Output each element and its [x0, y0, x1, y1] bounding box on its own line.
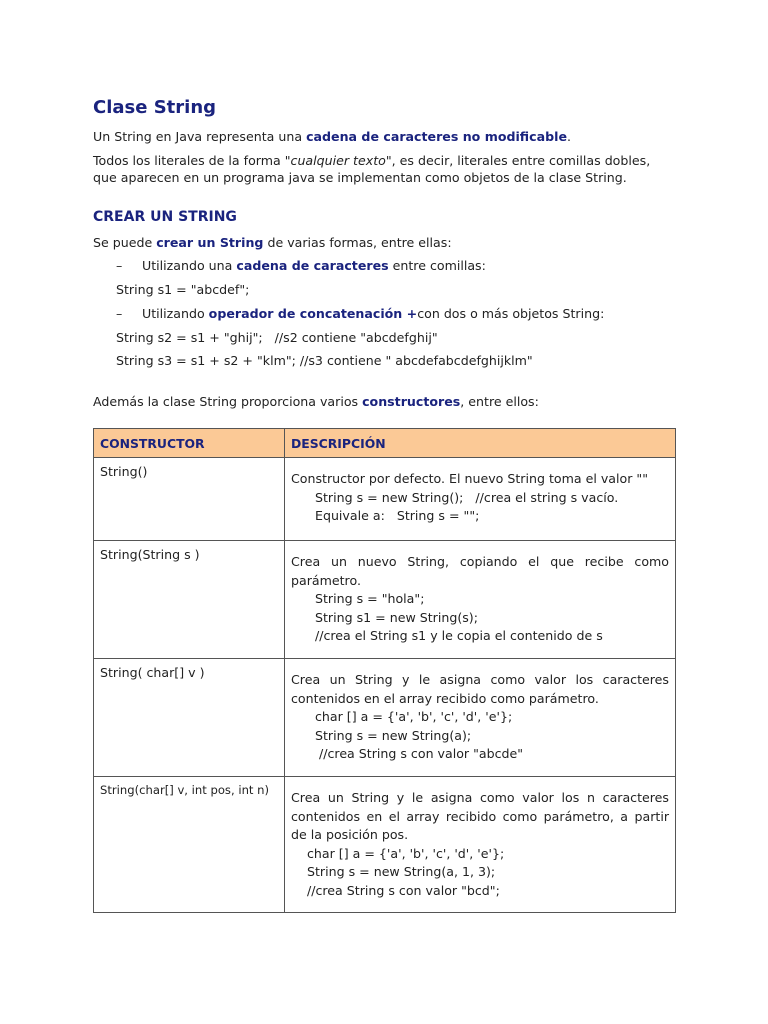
dash: – [116, 306, 123, 321]
description-cell [285, 659, 676, 777]
constructor-cell: String( char[] v ) [94, 659, 285, 777]
description-text: Crea un String y le asigna como valor los n caracteres contenidos en el array recibido como parámetro, a partir de la posición pos. [291, 790, 669, 842]
code-line: //crea String s con valor "abcde" [315, 746, 524, 761]
text: , entre ellos: [460, 394, 539, 409]
code-line-1: String s1 = "abcdef"; [116, 282, 250, 297]
bullet-1 [116, 257, 486, 274]
table-row [94, 541, 676, 659]
code-line: String s = new String(a, 1, 3); [307, 864, 496, 879]
constructor-cell: String(String s ) [94, 541, 285, 659]
section-heading: CREAR UN STRING [93, 209, 237, 225]
emphasis: constructores [362, 394, 461, 409]
header-description: DESCRIPCIÓN [285, 429, 676, 458]
emphasis: cadena de caracteres no modificable [306, 129, 567, 144]
code-line: Equivale a: String s = ""; [315, 508, 480, 523]
code-line: String s = "hola"; [315, 591, 425, 606]
text: Utilizando una [142, 258, 237, 273]
constructors-table [93, 428, 676, 913]
page-title: Clase String [93, 97, 217, 118]
bullet-2 [116, 305, 604, 322]
table-row [94, 777, 676, 913]
table-row [94, 458, 676, 541]
code-line: char [] a = {'a', 'b', 'c', 'd', 'e'}; [315, 709, 513, 724]
text: Todos los literales de la forma " [93, 153, 291, 168]
description-cell [285, 541, 676, 659]
dash: – [116, 258, 123, 273]
italic-text: cualquier texto [290, 153, 386, 168]
description-text: Crea un String y le asigna como valor los caracteres contenidos en el array recibido como parámetro. [291, 672, 669, 706]
intro-paragraph-1 [93, 128, 571, 145]
text: Utilizando [142, 306, 209, 321]
emphasis: cadena de caracteres [236, 258, 389, 273]
header-constructor: CONSTRUCTOR [94, 429, 285, 458]
code-line: char [] a = {'a', 'b', 'c', 'd', 'e'}; [307, 845, 505, 861]
code-line-3: String s3 = s1 + s2 + "klm"; //s3 contiene " abcdefabcdefghijklm" [116, 353, 533, 368]
constructor-cell: String() [94, 458, 285, 541]
text: Además la clase String proporciona varios [93, 394, 363, 409]
text: Un String en Java representa una [93, 129, 307, 144]
description-cell [285, 458, 676, 541]
code-line: String s1 = new String(s); [315, 609, 478, 625]
constructor-cell: String(char[] v, int pos, int n) [94, 777, 285, 913]
description-text: Constructor por defecto. El nuevo String toma el valor "" [291, 471, 648, 486]
description-text: Crea un nuevo String, copiando el que recibe como parámetro. [291, 554, 669, 588]
emphasis: operador de concatenación + [208, 306, 418, 321]
code-line: String s = new String(); //crea el string s vacío. [315, 489, 619, 505]
code-line: String s = new String(a); [315, 727, 472, 743]
intro-paragraph-3: que aparecen en un programa java se implementan como objetos de la clase String. [93, 170, 627, 185]
text: con dos o más objetos String: [417, 306, 605, 321]
text: . [566, 129, 571, 144]
code-line: //crea String s con valor "bcd"; [307, 882, 500, 898]
table-header-row [94, 429, 676, 458]
code-line: //crea el String s1 y le copia el contenido de s [315, 628, 603, 643]
description-cell [285, 777, 676, 913]
code-line-2: String s2 = s1 + "ghij"; //s2 contiene "abcdefghij" [116, 330, 438, 345]
emphasis: crear un String [156, 235, 264, 250]
text: de varias formas, entre ellas: [263, 235, 452, 250]
table-row [94, 659, 676, 777]
section-intro [93, 234, 452, 251]
text: Se puede [93, 235, 157, 250]
constructors-intro [93, 393, 539, 410]
text: ", es decir, literales entre comillas dobles, [385, 153, 651, 168]
intro-paragraph-2 [93, 152, 650, 169]
text: entre comillas: [388, 258, 486, 273]
